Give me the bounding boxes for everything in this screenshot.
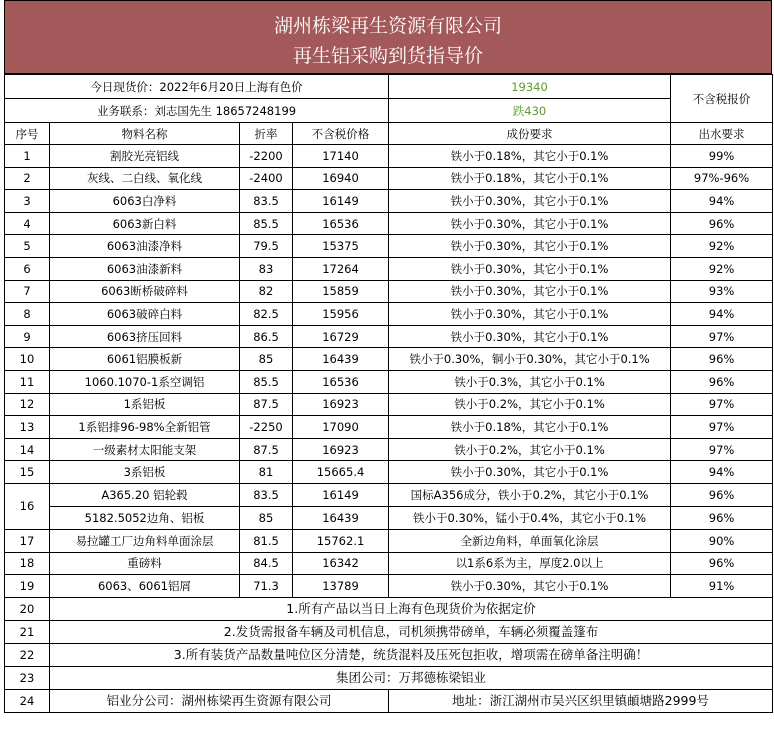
row-no: 18: [5, 552, 50, 575]
table-row: [5, 620, 773, 643]
table-row: [5, 167, 773, 190]
price-excl-tax: 16149: [293, 190, 389, 213]
row-no: 6: [5, 257, 50, 280]
discount-rate: 81.5: [240, 529, 293, 552]
header-row: [5, 123, 773, 145]
yield-requirement: 91%: [671, 575, 773, 598]
header-no: 序号: [5, 123, 50, 145]
price-excl-tax: 16923: [293, 393, 389, 416]
composition-requirement: 铁小于0.30%，其它小于0.1%: [389, 575, 671, 598]
spot-price-value: 19340: [389, 75, 671, 99]
discount-rate: -2200: [240, 145, 293, 168]
yield-requirement: 96%: [671, 506, 773, 529]
contact-label: 业务联系：刘志国先生 18657248199: [5, 99, 389, 123]
price-excl-tax: 16940: [293, 167, 389, 190]
info-row-price: [5, 75, 773, 99]
material-name: 灰线、二白线、氧化线: [50, 167, 240, 190]
yield-requirement: 99%: [671, 145, 773, 168]
note-text: 2.发货需报备车辆及司机信息，司机须携带磅单，车辆必须覆盖篷布: [50, 620, 773, 643]
table-row: [5, 325, 773, 348]
composition-requirement: 以1系6系为主，厚度2.0以上: [389, 552, 671, 575]
composition-requirement: 铁小于0.18%，其它小于0.1%: [389, 416, 671, 439]
table-row: [5, 506, 773, 529]
company-address: 地址：浙江湖州市吴兴区织里镇頔塘路2999号: [389, 689, 773, 712]
composition-requirement: 铁小于0.30%，铜小于0.30%，其它小于0.1%: [389, 348, 671, 371]
row-no: 4: [5, 212, 50, 235]
discount-rate: -2400: [240, 167, 293, 190]
yield-requirement: 94%: [671, 303, 773, 326]
discount-rate: 87.5: [240, 438, 293, 461]
yield-requirement: 96%: [671, 370, 773, 393]
material-name: 1060.1070-1系空调铝: [50, 370, 240, 393]
yield-requirement: 93%: [671, 280, 773, 303]
table-row: [5, 145, 773, 168]
composition-requirement: 铁小于0.30%，其它小于0.1%: [389, 212, 671, 235]
table-row: [5, 666, 773, 689]
yield-requirement: 94%: [671, 461, 773, 484]
price-table: [4, 74, 773, 713]
row-no: 22: [5, 643, 50, 666]
note-text: 1.所有产品以当日上海有色现货价为依据定价: [50, 597, 773, 620]
discount-rate: 87.5: [240, 393, 293, 416]
header-yield: 出水要求: [671, 123, 773, 145]
row-no: 10: [5, 348, 50, 371]
row-no: 13: [5, 416, 50, 439]
table-row: [5, 348, 773, 371]
row-no: 7: [5, 280, 50, 303]
material-name: 1系铝排96-98%全新铝管: [50, 416, 240, 439]
price-excl-tax: 15956: [293, 303, 389, 326]
table-row: [5, 438, 773, 461]
row-no: 15: [5, 461, 50, 484]
row-no: 23: [5, 666, 50, 689]
price-excl-tax: 15859: [293, 280, 389, 303]
composition-requirement: 国标A356成分，铁小于0.2%，其它小于0.1%: [389, 483, 671, 506]
composition-requirement: 铁小于0.30%，其它小于0.1%: [389, 235, 671, 258]
material-name: 5182.5052边角、铝板: [50, 506, 240, 529]
material-name: 易拉罐工厂边角料单面涂层: [50, 529, 240, 552]
yield-requirement: 92%: [671, 235, 773, 258]
yield-requirement: 97%: [671, 416, 773, 439]
header-requirement: 成份要求: [389, 123, 671, 145]
discount-rate: -2250: [240, 416, 293, 439]
price-excl-tax: 15375: [293, 235, 389, 258]
header-price: 不含税价格: [293, 123, 389, 145]
discount-rate: 82: [240, 280, 293, 303]
row-no: 1: [5, 145, 50, 168]
composition-requirement: 铁小于0.30%，其它小于0.1%: [389, 325, 671, 348]
composition-requirement: 铁小于0.30%，其它小于0.1%: [389, 303, 671, 326]
price-excl-tax: 16342: [293, 552, 389, 575]
yield-requirement: 94%: [671, 190, 773, 213]
price-excl-tax: 15665.4: [293, 461, 389, 484]
composition-requirement: 铁小于0.30%，其它小于0.1%: [389, 257, 671, 280]
table-row: [5, 597, 773, 620]
material-name: 3系铝板: [50, 461, 240, 484]
material-name: 6061铝膜板新: [50, 348, 240, 371]
discount-rate: 85: [240, 506, 293, 529]
sheet-subtitle: 再生铝采购到货指导价: [292, 45, 483, 67]
row-no: 17: [5, 529, 50, 552]
yield-requirement: 92%: [671, 257, 773, 280]
info-row-contact: [5, 99, 773, 123]
row-no: 19: [5, 575, 50, 598]
material-name: 6063、6061铝屑: [50, 575, 240, 598]
discount-rate: 82.5: [240, 303, 293, 326]
row-no: 9: [5, 325, 50, 348]
discount-rate: 71.3: [240, 575, 293, 598]
yield-requirement: 97%: [671, 325, 773, 348]
price-excl-tax: 16536: [293, 212, 389, 235]
discount-rate: 85: [240, 348, 293, 371]
material-name: 重磅料: [50, 552, 240, 575]
table-row: [5, 483, 773, 506]
material-name: 1系铝板: [50, 393, 240, 416]
discount-rate: 85.5: [240, 370, 293, 393]
table-row: [5, 280, 773, 303]
material-name: 割胶光亮铝线: [50, 145, 240, 168]
composition-requirement: 铁小于0.2%，其它小于0.1%: [389, 393, 671, 416]
row-no: 20: [5, 597, 50, 620]
composition-requirement: 全新边角料，单面氧化涂层: [389, 529, 671, 552]
tax-note: 不含税报价: [671, 75, 773, 123]
composition-requirement: 铁小于0.30%，其它小于0.1%: [389, 461, 671, 484]
price-excl-tax: 16536: [293, 370, 389, 393]
table-row: [5, 689, 773, 712]
yield-requirement: 97%: [671, 438, 773, 461]
material-name: 6063油漆净料: [50, 235, 240, 258]
table-row: [5, 416, 773, 439]
header-rate: 折率: [240, 123, 293, 145]
row-no: 12: [5, 393, 50, 416]
yield-requirement: 97%-96%: [671, 167, 773, 190]
material-name: 6063白净料: [50, 190, 240, 213]
table-row: [5, 190, 773, 213]
company-title: 湖州栋梁再生资源有限公司: [273, 15, 502, 37]
discount-rate: 84.5: [240, 552, 293, 575]
price-excl-tax: 13789: [293, 575, 389, 598]
material-name: 6063破碎白料: [50, 303, 240, 326]
composition-requirement: 铁小于0.30%，其它小于0.1%: [389, 190, 671, 213]
price-excl-tax: 17090: [293, 416, 389, 439]
price-excl-tax: 16923: [293, 438, 389, 461]
material-name: 一级素材太阳能支架: [50, 438, 240, 461]
row-no: 5: [5, 235, 50, 258]
row-no: 16: [5, 483, 50, 529]
yield-requirement: 90%: [671, 529, 773, 552]
table-row: [5, 370, 773, 393]
row-no: 24: [5, 689, 50, 712]
discount-rate: 83: [240, 257, 293, 280]
price-excl-tax: 16439: [293, 348, 389, 371]
table-row: [5, 393, 773, 416]
material-name: 6063新白料: [50, 212, 240, 235]
note-text: 3.所有装货产品数量吨位区分清楚，统货混料及压死包拒收，增项需在磅单备注明确！: [50, 643, 773, 666]
table-row: [5, 643, 773, 666]
yield-requirement: 96%: [671, 212, 773, 235]
composition-requirement: 铁小于0.30%，其它小于0.1%: [389, 280, 671, 303]
discount-rate: 81: [240, 461, 293, 484]
composition-requirement: 铁小于0.30%，锰小于0.4%，其它小于0.1%: [389, 506, 671, 529]
discount-rate: 85.5: [240, 212, 293, 235]
table-row: [5, 303, 773, 326]
price-excl-tax: 17140: [293, 145, 389, 168]
table-row: [5, 257, 773, 280]
material-name: 6063断桥破碎料: [50, 280, 240, 303]
row-no: 14: [5, 438, 50, 461]
price-excl-tax: 16439: [293, 506, 389, 529]
table-row: [5, 552, 773, 575]
row-no: 11: [5, 370, 50, 393]
discount-rate: 83.5: [240, 483, 293, 506]
row-no: 21: [5, 620, 50, 643]
price-excl-tax: 15762.1: [293, 529, 389, 552]
branch-company: 铝业分公司：湖州栋梁再生资源有限公司: [50, 689, 389, 712]
discount-rate: 79.5: [240, 235, 293, 258]
row-no: 3: [5, 190, 50, 213]
yield-requirement: 97%: [671, 393, 773, 416]
material-name: 6063油漆新料: [50, 257, 240, 280]
table-row: [5, 529, 773, 552]
composition-requirement: 铁小于0.18%，其它小于0.1%: [389, 145, 671, 168]
composition-requirement: 铁小于0.3%，其它小于0.1%: [389, 370, 671, 393]
yield-requirement: 96%: [671, 552, 773, 575]
row-no: 2: [5, 167, 50, 190]
title-banner: [4, 0, 772, 74]
discount-rate: 83.5: [240, 190, 293, 213]
header-name: 物料名称: [50, 123, 240, 145]
table-row: [5, 212, 773, 235]
table-row: [5, 235, 773, 258]
table-row: [5, 575, 773, 598]
material-name: 6063挤压回料: [50, 325, 240, 348]
composition-requirement: 铁小于0.2%，其它小于0.1%: [389, 438, 671, 461]
composition-requirement: 铁小于0.18%，其它小于0.1%: [389, 167, 671, 190]
yield-requirement: 96%: [671, 483, 773, 506]
price-change-value: 跌430: [389, 99, 671, 123]
row-no: 8: [5, 303, 50, 326]
yield-requirement: 96%: [671, 348, 773, 371]
price-excl-tax: 16149: [293, 483, 389, 506]
spot-price-label: 今日现货价：2022年6月20日上海有色价: [5, 75, 389, 99]
discount-rate: 86.5: [240, 325, 293, 348]
note-text: 集团公司：万邦德栋梁铝业: [50, 666, 773, 689]
price-excl-tax: 16729: [293, 325, 389, 348]
material-name: A365.20 铝轮毂: [50, 483, 240, 506]
price-excl-tax: 17264: [293, 257, 389, 280]
table-row: [5, 461, 773, 484]
